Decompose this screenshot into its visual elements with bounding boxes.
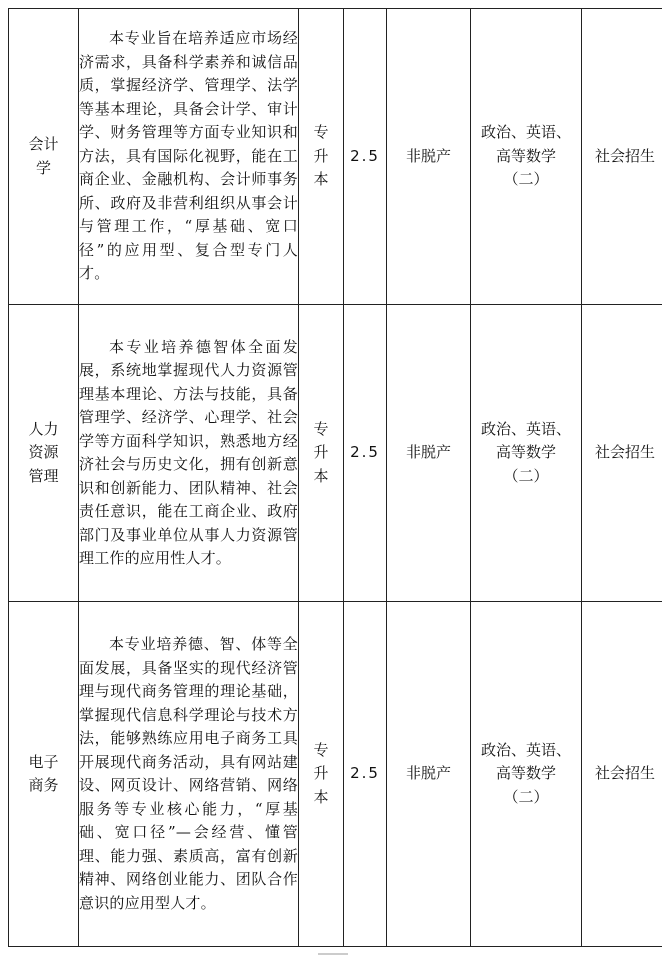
description-cell: [79, 305, 299, 602]
enrollment-target: 社会招生: [595, 146, 656, 165]
major-cell: [9, 9, 79, 305]
study-level: 专升本: [313, 740, 329, 806]
description-cell: [79, 602, 299, 947]
target-cell: [582, 602, 662, 947]
major-name: 电子商务: [28, 752, 59, 794]
major-name: 人力资源管理: [28, 419, 59, 485]
study-mode: 非脱产: [405, 764, 451, 783]
level-cell: [299, 9, 344, 305]
target-cell: [582, 9, 662, 305]
description-cell: [79, 9, 299, 305]
study-level: 专升本: [313, 419, 329, 485]
major-cell: [9, 305, 79, 602]
mode-cell: [387, 602, 471, 947]
study-level: 专升本: [313, 123, 329, 189]
table-row: [9, 602, 662, 947]
program-table: [8, 8, 662, 947]
exam-subjects: 政治、英语、高等数学（二）: [480, 740, 571, 806]
exam-cell: [471, 305, 582, 602]
exam-subjects: 政治、英语、高等数学（二）: [480, 419, 571, 485]
years-cell: [344, 305, 387, 602]
exam-subjects: 政治、英语、高等数学（二）: [480, 123, 571, 189]
table-row: [9, 9, 662, 305]
study-years: 2.5: [350, 146, 380, 165]
enrollment-target: 社会招生: [595, 443, 656, 462]
years-cell: [344, 602, 387, 947]
table-row: [9, 305, 662, 602]
mode-cell: [387, 9, 471, 305]
major-description: 本专业培养德智体全面发展，系统地掌握现代人力资源管理基本理论、方法与技能，具备管理学、经济学、心理学、社会学等方面科学知识，熟悉地方经济社会与历史文化，拥有创新意识和创新能力、团队精神、社会责任意识，能在工商企业、政府部门及事业单位从事人力资源管理工作的应用性人才。: [79, 337, 298, 567]
target-cell: [582, 305, 662, 602]
major-description: 本专业旨在培养适应市场经济需求，具备科学素养和诚信品质，掌握经济学、管理学、法学等基本理论，具备会计学、审计学、财务管理等方面专业知识和方法，具有国际化视野，能在工商企业、金融机构、会计师事务所、政府及非营利组织从事会计与管理工作，“厚基础、宽口径”的应用型、复合型专门人才。: [79, 29, 298, 283]
study-years: 2.5: [350, 443, 380, 462]
study-years: 2.5: [350, 764, 380, 783]
major-cell: [9, 602, 79, 947]
page-edge-mark: [318, 953, 348, 955]
major-description: 本专业培养德、智、体等全面发展，具备坚实的现代经济管理与现代商务管理的理论基础，掌握现代信息科学理论与技术方法，能够熟练应用电子商务工具开展现代商务活动，具有网站建设、网页设计、网络营销、网络服务等专业核心能力，“厚基础、宽口径”—会经营、懂管理、能力强、素质高，富有创新精神、网络创业能力、团队合作意识的应用型人才。: [79, 635, 298, 912]
study-mode: 非脱产: [405, 146, 451, 165]
exam-cell: [471, 602, 582, 947]
exam-cell: [471, 9, 582, 305]
mode-cell: [387, 305, 471, 602]
enrollment-target: 社会招生: [595, 764, 656, 783]
level-cell: [299, 305, 344, 602]
study-mode: 非脱产: [405, 443, 451, 462]
major-name: 会计学: [28, 135, 59, 177]
years-cell: [344, 9, 387, 305]
level-cell: [299, 602, 344, 947]
